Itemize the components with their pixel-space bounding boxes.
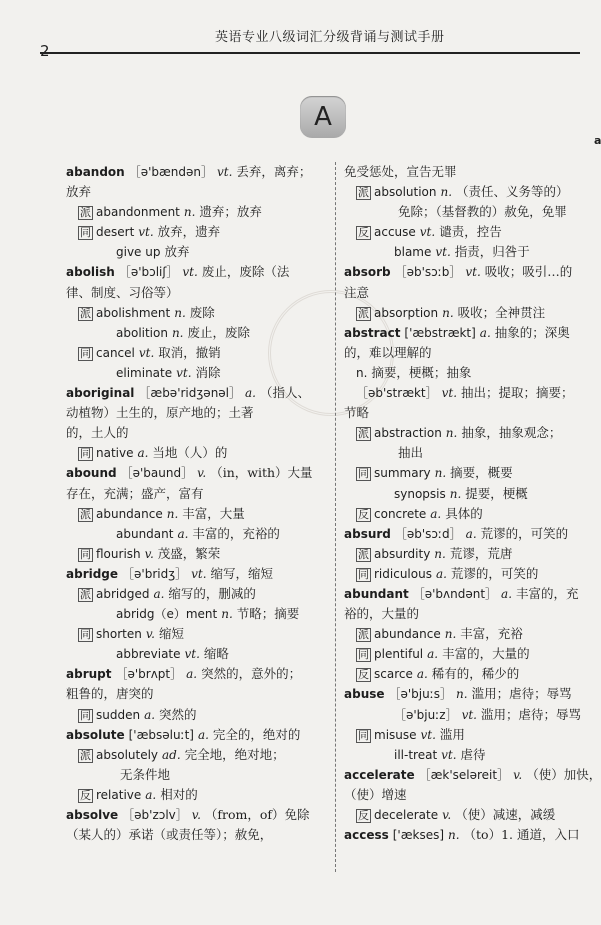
pronunciation: ［ə'baund］	[120, 466, 194, 481]
headword: abuse	[344, 687, 385, 702]
definition: （使）减速，减缓	[455, 807, 556, 822]
headword: abstract	[344, 325, 401, 340]
relation-tag: 同	[80, 708, 91, 722]
definition: （指人、	[259, 385, 310, 401]
relation-tag: 反	[80, 788, 91, 802]
definition: 荒谬的，可笑的	[480, 525, 569, 541]
part-of-speech: vt.	[419, 225, 436, 240]
related-word: ［ə'bjuːz］	[394, 707, 458, 722]
relation-tag: 反	[358, 668, 369, 682]
pronunciation: ['ækses]	[392, 828, 445, 843]
definition: （责任、义务等的）	[456, 184, 569, 200]
definition: 免受惩处，宣告无罪	[344, 164, 457, 179]
entry-headword-line	[344, 584, 596, 604]
definition: 抽象，抽象观念；	[461, 425, 562, 441]
part-of-speech: n.	[445, 426, 458, 441]
related-word: abundance	[374, 627, 441, 642]
part-of-speech: a.	[197, 727, 209, 742]
related-word: abundant	[116, 526, 174, 541]
part-of-speech: vt.	[182, 265, 198, 280]
related-word: desert	[96, 225, 135, 240]
related-word: summary	[374, 466, 431, 481]
entry-headword-line	[66, 262, 328, 282]
definition: 遗弃；放弃	[199, 204, 262, 220]
related-word-line	[66, 323, 328, 343]
definition: 动植物）土生的，原产地的；土著	[66, 405, 254, 421]
part-of-speech: a.	[501, 586, 513, 601]
definition: 当地（人）的	[152, 445, 228, 461]
related-word-line	[66, 544, 328, 564]
entry-headword-line	[344, 524, 596, 544]
part-of-speech: a.	[145, 787, 157, 802]
part-of-speech: vt.	[461, 707, 477, 722]
part-of-speech: n.	[174, 305, 186, 320]
related-word: ［əb'strækt］	[356, 386, 438, 401]
definition: 抽出；提取；摘要；	[461, 385, 574, 401]
definition: 节略	[344, 405, 370, 421]
relation-tag: 派	[358, 547, 369, 561]
part-of-speech: a.	[427, 647, 439, 662]
related-word: abolition	[116, 325, 168, 340]
part-of-speech: n.	[449, 486, 462, 501]
relation-tag: 同	[80, 346, 91, 360]
part-of-speech: vt.	[176, 365, 192, 380]
definition: 消除	[195, 364, 221, 380]
page-number: 2	[40, 42, 50, 60]
definition: 无条件地	[120, 766, 171, 782]
related-word-line	[344, 644, 596, 664]
part-of-speech: v.	[144, 546, 154, 561]
definition: 突然的	[159, 706, 197, 722]
definition: 缩短	[158, 626, 184, 642]
definition: 滥用	[439, 726, 465, 742]
continuation-line	[344, 202, 596, 222]
definition: 放弃	[164, 244, 190, 260]
related-word: flourish	[96, 546, 141, 561]
entry-headword-line	[66, 725, 328, 745]
related-word-line	[344, 664, 596, 684]
entry-headword-line	[66, 564, 328, 584]
related-word-line	[344, 624, 596, 644]
related-word: ridiculous	[374, 566, 432, 581]
related-word-line	[66, 222, 328, 242]
part-of-speech: n.	[442, 305, 454, 320]
relation-tag: 派	[80, 587, 91, 601]
relation-tag: 同	[80, 628, 91, 642]
related-word-line	[344, 182, 596, 202]
continuation-line	[344, 403, 596, 423]
headword: absurd	[344, 526, 391, 541]
related-word: abundance	[96, 506, 163, 521]
related-word: eliminate	[116, 365, 173, 380]
related-word-line	[66, 785, 328, 805]
part-of-speech: n.	[171, 325, 184, 340]
definition: 缩略	[203, 646, 229, 662]
relation-tag: 反	[358, 507, 369, 521]
pronunciation: ［əb'sɔːd］	[394, 526, 462, 541]
relation-tag: 派	[358, 427, 369, 441]
column-divider	[335, 162, 336, 872]
related-word: abbreviate	[116, 647, 181, 662]
relation-tag: 派	[358, 628, 369, 642]
related-word-line	[66, 745, 328, 765]
definition: 放弃	[66, 184, 92, 200]
pronunciation: ［ə'bʌndənt］	[412, 586, 498, 601]
part-of-speech: v.	[191, 808, 201, 822]
relation-tag: 派	[80, 507, 91, 521]
definition: 节略；摘要	[236, 606, 300, 622]
definition: 荒谬，荒唐	[449, 545, 513, 561]
relation-tag: 同	[358, 567, 369, 581]
part-of-speech: n.	[444, 627, 457, 642]
related-word: absolution	[374, 185, 437, 200]
part-of-speech: a.	[430, 506, 442, 521]
definition: 律、制度、习俗等）	[66, 284, 179, 300]
headword: absolute	[66, 727, 125, 742]
definition: 丰富，大量	[182, 505, 245, 521]
definition: 废止，废除（法	[201, 264, 290, 280]
related-word-line	[66, 504, 328, 524]
definition: 丰富的，大量的	[442, 646, 530, 662]
related-word: native	[96, 446, 134, 461]
definition: 虐待	[460, 746, 486, 762]
definition: 注意	[344, 284, 370, 300]
part-of-speech: v.	[197, 466, 207, 481]
related-word-line	[66, 303, 328, 323]
section-letter-badge: A	[300, 96, 346, 138]
part-of-speech: n.	[434, 546, 446, 561]
related-word: decelerate	[374, 808, 439, 822]
definition: （from，of）免除	[204, 807, 310, 822]
continuation-line	[66, 403, 328, 423]
part-of-speech: a.	[416, 667, 428, 682]
related-word-line	[66, 202, 328, 222]
related-word-line	[344, 242, 596, 262]
definition: 丢弃，离弃；	[236, 164, 312, 179]
definition: 提要，梗概	[465, 485, 528, 501]
entry-headword-line	[66, 383, 328, 403]
definition: 荒谬的，可笑的	[450, 565, 539, 581]
part-of-speech: vt.	[216, 165, 233, 179]
definition: 放弃，遗弃	[157, 224, 221, 240]
related-word-line	[344, 383, 596, 403]
definition: （使）增速	[344, 786, 407, 802]
related-word-line	[344, 423, 596, 443]
header-rule	[40, 52, 580, 54]
definition: 的，难以理解的	[344, 344, 432, 360]
definition: 丰富的，充裕的	[192, 525, 280, 541]
definition: 裕的，大量的	[344, 606, 420, 622]
definition: 谴责，控告	[439, 224, 502, 240]
part-of-speech: a.	[153, 586, 165, 601]
related-word-line	[66, 584, 328, 604]
definition: 摘要，概要	[450, 465, 513, 481]
related-word-line	[66, 363, 328, 383]
headword: access	[344, 828, 389, 843]
part-of-speech: vt.	[441, 747, 457, 762]
headword: absolve	[66, 808, 119, 822]
entry-headword-line	[344, 684, 596, 704]
related-word-line	[344, 805, 596, 825]
related-word: relative	[96, 787, 142, 802]
related-word: give up	[116, 245, 161, 260]
headword: abandon	[66, 165, 125, 179]
continuation-line	[344, 785, 596, 805]
relation-tag: 同	[358, 648, 369, 662]
entry-headword-line	[66, 162, 328, 182]
continuation-line	[66, 182, 328, 202]
definition: 完全地，绝对地；	[184, 746, 285, 762]
definition: 稀有的，稀少的	[431, 666, 520, 682]
part-of-speech: ad.	[162, 747, 181, 762]
definition: 废除	[189, 304, 215, 320]
related-word-line	[344, 222, 596, 242]
headword: abridge	[66, 566, 119, 581]
related-word: abandonment	[96, 205, 180, 220]
related-word: absolutely	[96, 747, 159, 762]
continuation-line	[344, 443, 596, 463]
relation-tag: 同	[80, 447, 91, 461]
part-of-speech: n.	[448, 828, 460, 843]
continuation-line	[66, 825, 328, 845]
related-word: n.	[356, 365, 368, 380]
pronunciation: ［ə'brʌpt］	[115, 667, 183, 682]
continuation-line	[66, 423, 328, 443]
related-word: absorption	[374, 305, 439, 320]
pronunciation: ［æk'seləreit］	[418, 767, 510, 782]
entry-headword-line	[66, 805, 328, 825]
related-word-line	[66, 242, 328, 262]
entry-headword-line	[344, 765, 601, 785]
definition: 丰富，充裕	[460, 626, 523, 642]
pronunciation: ［ə'bjuːs］	[388, 687, 453, 702]
definition: 存在，充满；盛产，富有	[66, 485, 204, 501]
continuation-line	[66, 684, 328, 704]
related-word: blame	[394, 245, 432, 260]
related-word-line	[66, 604, 328, 624]
related-word: misuse	[374, 727, 417, 742]
definition: 具体的	[445, 505, 483, 521]
related-word: ill-treat	[394, 747, 438, 762]
related-word: abolishment	[96, 305, 171, 320]
part-of-speech: a.	[186, 667, 198, 682]
part-of-speech: vt.	[138, 345, 155, 360]
part-of-speech: a.	[245, 386, 256, 401]
part-of-speech: v.	[145, 627, 155, 642]
right-column	[344, 162, 601, 845]
related-word-line	[344, 363, 596, 383]
definition: 废止，废除	[187, 324, 250, 340]
definition: 滥用；虐待；辱骂	[480, 706, 581, 722]
definition: 缩写的，删减的	[168, 585, 256, 601]
headword: abundant	[344, 586, 409, 601]
part-of-speech: a.	[137, 446, 149, 461]
definition: 粗鲁的，唐突的	[66, 686, 154, 702]
definition: （使）加快，	[526, 766, 601, 782]
relation-tag: 同	[80, 547, 91, 561]
pronunciation: ［ə'bɔliʃ］	[118, 265, 179, 280]
related-word-line	[344, 725, 596, 745]
related-word-line	[66, 624, 328, 644]
headword: abrupt	[66, 667, 112, 682]
related-word: scarce	[374, 667, 413, 682]
part-of-speech: a.	[435, 566, 447, 581]
part-of-speech: a.	[479, 325, 491, 340]
pronunciation: ['æbsəluːt]	[128, 727, 194, 742]
definition: 完全的，绝对的	[212, 726, 301, 742]
entry-headword-line	[344, 262, 596, 282]
part-of-speech: n.	[183, 205, 196, 220]
entry-headword-line	[66, 664, 328, 684]
related-word: shorten	[96, 627, 142, 642]
related-word: synopsis	[394, 486, 446, 501]
definition: 相对的	[160, 786, 198, 802]
headword: accelerate	[344, 767, 415, 782]
continuation-line	[344, 283, 596, 303]
part-of-speech: v.	[442, 808, 452, 822]
related-word-line	[344, 463, 596, 483]
pronunciation: ［ə'bridʒ］	[122, 566, 188, 581]
relation-tag: 派	[80, 206, 91, 220]
related-word-line	[344, 745, 596, 765]
book-title: 英语专业八级词汇分级背诵与测试手册	[215, 30, 445, 45]
related-word-line	[344, 504, 596, 524]
definition: 免除；（基督教的）赦免，免罪	[398, 204, 567, 220]
part-of-speech: v.	[513, 767, 523, 782]
definition: （to）1. 通道，入口	[463, 827, 580, 843]
related-word-line	[66, 343, 328, 363]
continuation-line	[344, 343, 596, 363]
definition: 取消，撤销	[158, 344, 221, 360]
definition: （某人的）承诺（或责任等）；赦免，	[66, 827, 273, 843]
page-header	[40, 18, 580, 62]
relation-tag: 同	[80, 226, 91, 240]
definition: 吸收；吸引…的	[484, 264, 573, 280]
part-of-speech: a.	[465, 526, 477, 541]
part-of-speech: vt.	[465, 265, 481, 280]
related-word-line	[66, 644, 328, 664]
part-of-speech: n.	[221, 607, 233, 622]
related-word-line	[66, 524, 328, 544]
relation-tag: 反	[358, 226, 369, 240]
continuation-line	[66, 283, 328, 303]
part-of-speech: vt.	[420, 727, 436, 742]
next-page-edge-fragment: a	[594, 134, 601, 147]
definition: 摘要，梗概；抽象	[371, 364, 472, 380]
related-word-line	[344, 705, 596, 725]
continuation-line	[344, 604, 596, 624]
relation-tag: 派	[80, 306, 91, 320]
relation-tag: 同	[358, 728, 369, 742]
definition: 丰富的，充	[516, 585, 579, 601]
entry-headword-line	[344, 825, 596, 845]
part-of-speech: vt.	[184, 647, 200, 662]
related-word: absurdity	[374, 546, 431, 561]
related-word-line	[344, 484, 596, 504]
related-word-line	[344, 564, 596, 584]
relation-tag: 派	[358, 186, 369, 200]
definition: 缩写，缩短	[210, 565, 274, 581]
headword: abound	[66, 466, 117, 481]
pronunciation: ［æbə'ridʒənəl］	[138, 386, 242, 401]
part-of-speech: vt.	[191, 566, 207, 581]
entry-headword-line	[344, 323, 596, 343]
related-word: abridged	[96, 586, 150, 601]
related-word: abstraction	[374, 426, 442, 441]
pronunciation: ['æbstrækt]	[404, 325, 476, 340]
part-of-speech: a.	[177, 526, 189, 541]
headword: abolish	[66, 265, 115, 280]
part-of-speech: n.	[434, 466, 447, 481]
relation-tag: 反	[358, 809, 369, 822]
relation-tag: 同	[358, 467, 369, 481]
definition: 指责，归咎于	[454, 244, 530, 260]
continuation-line	[344, 162, 596, 182]
relation-tag: 派	[80, 748, 91, 762]
related-word: abridg（e）ment	[116, 607, 218, 622]
part-of-speech: a.	[144, 707, 156, 722]
definition: 突然的，意外的；	[201, 666, 302, 682]
pronunciation: ［əb'zɔlv］	[122, 808, 188, 822]
definition: 茂盛，繁荣	[157, 545, 221, 561]
pronunciation: ［əb'sɔːb］	[394, 265, 462, 280]
part-of-speech: n.	[166, 506, 179, 521]
part-of-speech: n.	[440, 185, 453, 200]
related-word: plentiful	[374, 647, 424, 662]
definition: 抽象的；深奥	[494, 324, 570, 340]
continuation-line	[66, 484, 328, 504]
headword: absorb	[344, 265, 391, 280]
related-word: sudden	[96, 707, 141, 722]
relation-tag: 派	[358, 306, 369, 320]
related-word-line	[344, 303, 596, 323]
definition: 的，土人的	[66, 425, 129, 441]
continuation-line	[66, 765, 328, 785]
related-word-line	[66, 443, 328, 463]
part-of-speech: vt.	[441, 386, 458, 401]
related-word-line	[344, 544, 596, 564]
definition: 吸收；全神贯注	[457, 304, 546, 320]
related-word: cancel	[96, 345, 135, 360]
related-word: concrete	[374, 506, 427, 521]
definition: 抽出	[398, 445, 424, 461]
related-word-line	[66, 705, 328, 725]
definition: 滥用；虐待；辱骂	[471, 686, 572, 702]
left-column	[66, 162, 328, 845]
related-word: accuse	[374, 225, 416, 240]
part-of-speech: n.	[456, 687, 468, 702]
part-of-speech: vt.	[138, 225, 154, 240]
definition: （in，with）大量	[210, 465, 313, 481]
entry-headword-line	[66, 463, 328, 483]
pronunciation: ［ə'bændən］	[128, 165, 213, 179]
part-of-speech: vt.	[435, 245, 451, 260]
headword: aboriginal	[66, 386, 135, 401]
